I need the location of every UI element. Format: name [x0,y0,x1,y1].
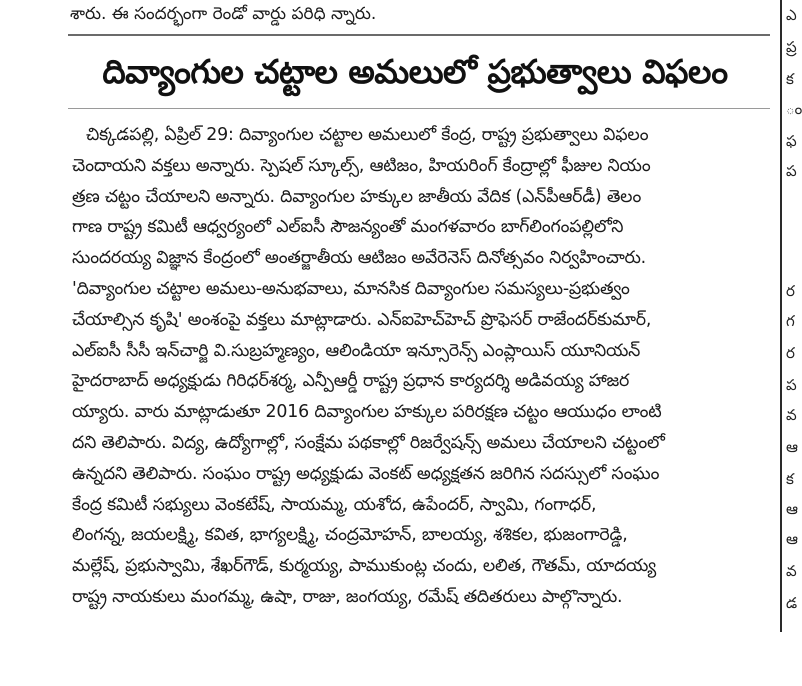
adjacent-column-fragment: ఆ [786,500,798,518]
adjacent-column-fragment: ం [786,100,802,118]
previous-article-tail: శారు. ఈ సందర్భంగా రెండో వార్డు పరిధి న్నారు. [70,4,377,24]
adjacent-column-fragment: ప్ర [786,38,797,56]
article-line: గాణ రాష్ట్ర కమిటీ ఆధ్వర్యంలో ఎల్‌ఐసీ సౌజన్యంతో మంగళవారం బాగ్‌లింగంపల్లిలోని [72,217,624,238]
article-line: దని తెలిపారు. విద్య, ఉద్యోగాల్లో, సంక్షేమ పథకాల్లో రిజర్వేషన్స్ అమలు చేయాలని చట్టంలో [72,432,665,453]
adjacent-column-fragment: డ [786,594,798,612]
adjacent-column-fragment: వ [786,406,797,424]
adjacent-column-fragment: గ [786,312,795,330]
article-line: సుందరయ్య విజ్ఞాన కేంద్రంలో అంతర్జాతీయ ఆటిజం అవేరెనెస్ దినోత్సవం నిర్వహించారు. [72,248,647,269]
article-line: రాష్ట్ర నాయకులు మంగమ్మ, ఉషా, రాజు, జంగయ్య, రమేష్ తదితరులు పాల్గొన్నారు. [72,586,623,607]
article-line: త్రణ చట్టం చేయాలని అన్నారు. దివ్యాంగుల హక్కుల జాతీయ వేదిక (ఎన్‌పీఆర్‌డీ) తెలం [72,186,642,207]
adjacent-column-fragment: ఆ [786,438,798,456]
adjacent-column-fragment: ఆ [786,530,798,548]
adjacent-column-fragment: ఎ [786,6,797,24]
adjacent-column-fragment: ర [786,282,795,300]
column-separator [780,0,782,632]
adjacent-column-fragment: క [786,470,794,488]
adjacent-column-fragment: వ [786,562,797,580]
top-divider [68,34,770,36]
adjacent-column-fragment: ప [786,162,797,180]
headline-divider [68,108,770,109]
article-line: లింగన్న, జయలక్ష్మి, కవిత, భాగ్యలక్ష్మి, చంద్రమోహన్, బాలయ్య, శశికల, భుజంగారెడ్డి, [72,525,628,546]
adjacent-column-fragment: ర [786,344,795,362]
adjacent-column-fragment: ఫ [786,132,797,150]
adjacent-column-strip [785,0,800,632]
article-line: చేయాల్సిన కృషి' అంశంపై వక్తలు మాట్లాడారు. ఎన్‌ఐహెచ్‌హెచ్ ప్రొఫెసర్ రాజేందర్‌కుమార్, [72,309,652,330]
article-line: ఎల్‌ఐసీ సీసీ ఇన్‌చార్జి వి.సుబ్రహ్మణ్యం, ఆలిండియా ఇన్సూరెన్స్ ఎంప్లాయిస్ యూనియన్ [72,340,641,361]
article-line: చిక్కడపల్లి, ఏప్రిల్ 29: దివ్యాంగుల చట్టాల అమలులో కేంద్ర, రాష్ట్ర ప్రభుత్వాలు విఫలం [86,125,649,145]
article-line: య్యారు. వారు మాట్లాడుతూ 2016 దివ్యాంగుల హక్కుల పరిరక్షణ చట్టం ఆయుధం లాంటి [72,402,662,423]
article-line: ఉన్నదని తెలిపారు. సంఘం రాష్ట్ర అధ్యక్షుడు వెంకట్ అధ్యక్షతన జరిగిన సదస్సులో సంఘం [72,463,660,484]
article-line: కేంద్ర కమిటీ సభ్యులు వెంకటేష్, సాయమ్మ, యశోద, ఉపేందర్, స్వామి, గంగాధర్, [72,494,597,515]
article-headline: దివ్యాంగుల చట్టాల అమలులో ప్రభుత్వాలు విఫలం [102,52,728,91]
article-line: మల్లేష్, ప్రభుస్వామి, శేఖర్‌గౌడ్, కుర్మయ్య, పాముకుంట్ల చందు, లలిత, గౌతమ్, యాదయ్య [72,556,656,577]
article-body [72,120,754,613]
adjacent-column-fragment: ప [786,376,797,394]
article-line: 'దివ్యాంగుల చట్టాల అమలు-అనుభవాలు, మానసిక దివ్యాంగుల సమస్యలు-ప్రభుత్వం [72,278,630,299]
article-line: చెందాయని వక్తలు అన్నారు. స్పెషల్ స్కూల్స్, ఆటిజం, హియరింగ్ కేంద్రాల్లో ఫీజుల నియం [72,155,651,176]
adjacent-column-fragment: క [786,70,794,88]
article-line: హైదరాబాద్ అధ్యక్షుడు గిరిధర్‌శర్మ, ఎన్పీఆర్డీ రాష్ట్ర ప్రధాన కార్యదర్శి అడివయ్య హాజర [72,371,630,392]
